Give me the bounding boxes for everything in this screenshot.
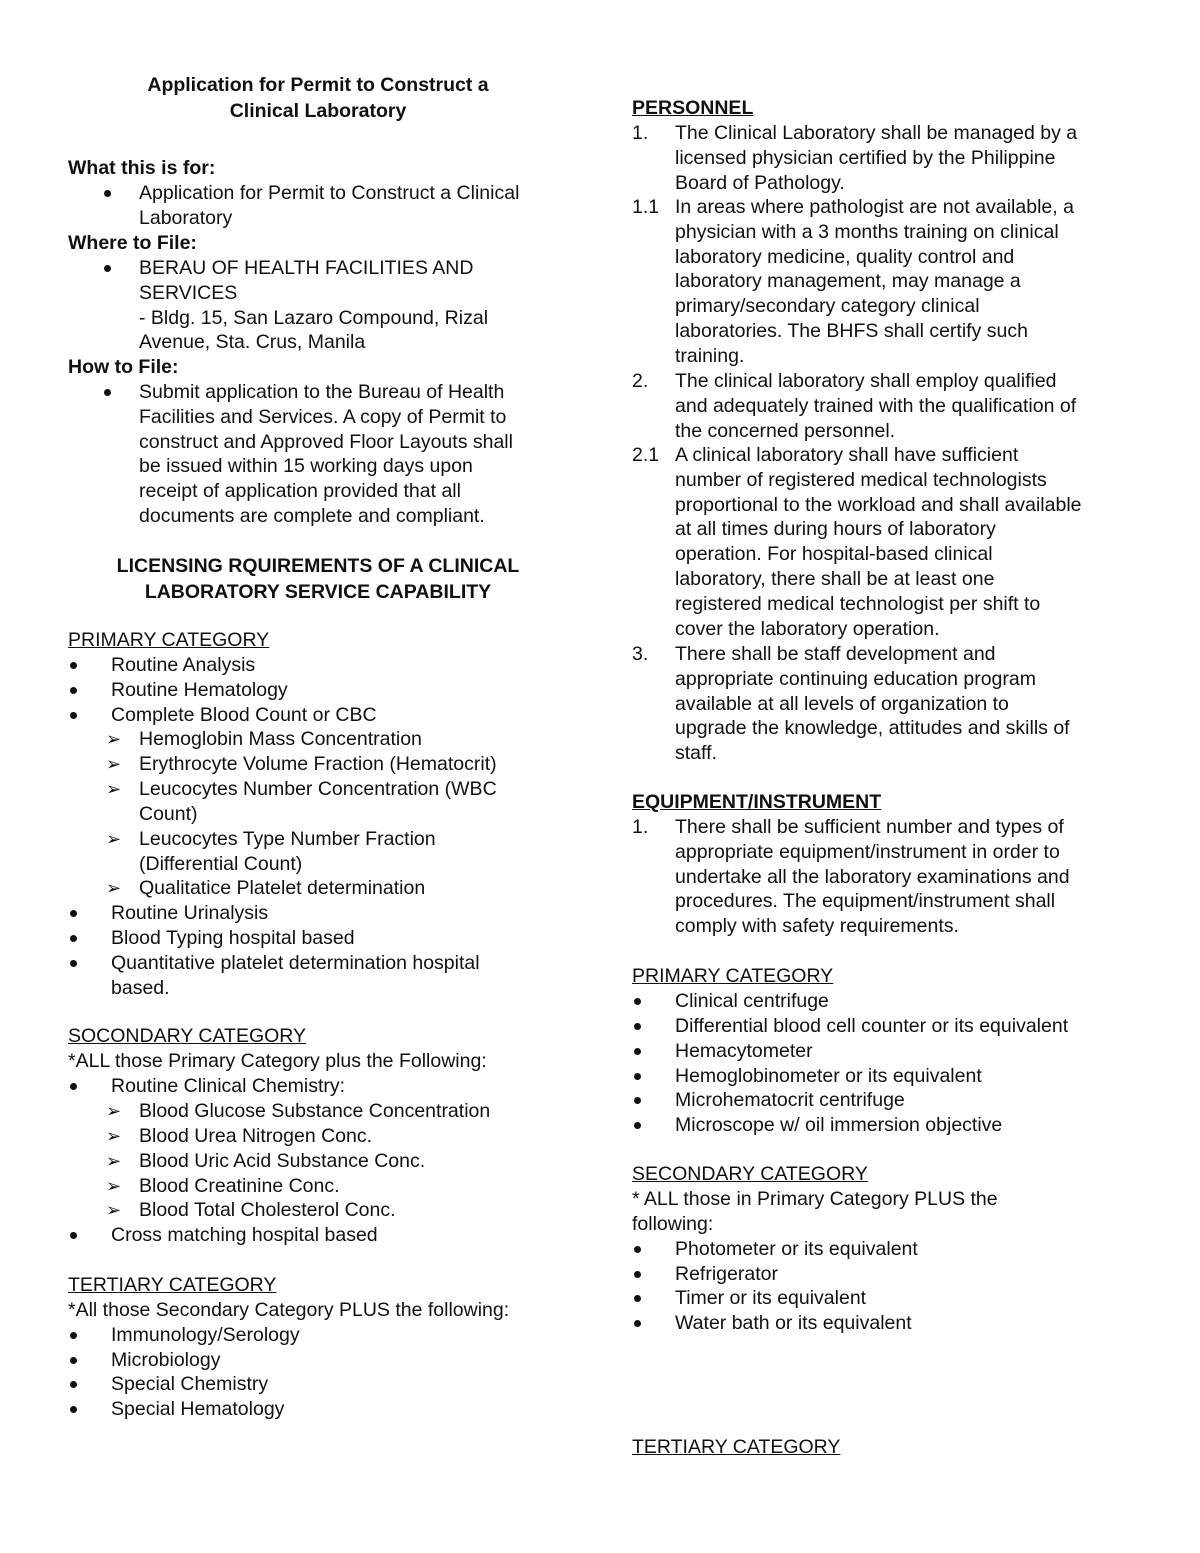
text-line: Facilities and Services. A copy of Permit to bbox=[139, 405, 507, 428]
item-text: Cross matching hospital based bbox=[111, 1224, 378, 1246]
text-line: following: bbox=[632, 1212, 714, 1235]
text-line: staff. bbox=[675, 742, 717, 765]
text-line: * ALL those in Primary Category PLUS the bbox=[632, 1188, 998, 1210]
arrow-bullet-icon: ➢ bbox=[106, 1151, 122, 1171]
bullet-icon bbox=[70, 687, 77, 694]
text-line: based. bbox=[111, 976, 170, 999]
title-line: LABORATORY SERVICE CAPABILITY bbox=[144, 581, 492, 603]
item-text: Routine Analysis bbox=[111, 654, 256, 676]
item-text: Complete Blood Count or CBC bbox=[111, 704, 377, 726]
text-line: operation. For hospital-based clinical bbox=[675, 543, 993, 566]
item-text: Microbiology bbox=[111, 1349, 221, 1371]
item-number: 3. bbox=[632, 643, 649, 665]
item-number: 2. bbox=[632, 370, 649, 392]
item-text: Routine Hematology bbox=[111, 679, 288, 701]
text-line: laboratory management, may manage a bbox=[675, 270, 1021, 293]
item-text: Clinical centrifuge bbox=[675, 990, 829, 1012]
tertiary-intro: *All those Secondary Category PLUS the following: bbox=[68, 1299, 510, 1321]
text-line: Count) bbox=[139, 802, 198, 825]
bullet-icon bbox=[634, 1023, 641, 1030]
bullet-icon bbox=[104, 190, 111, 197]
item-text: Immunology/Serology bbox=[111, 1324, 300, 1346]
text-line: (Differential Count) bbox=[139, 852, 303, 875]
text-line: BERAU OF HEALTH FACILITIES AND bbox=[139, 257, 474, 279]
how-label: How to File: bbox=[68, 356, 179, 378]
bullet-icon bbox=[634, 1073, 641, 1080]
text-line: Leucocytes Number Concentration (WBC bbox=[139, 778, 497, 800]
text-line: A clinical laboratory shall have sufficient bbox=[675, 444, 1019, 466]
where-label: Where to File: bbox=[68, 232, 197, 254]
text-line: cover the laboratory operation. bbox=[675, 617, 940, 640]
arrow-bullet-icon: ➢ bbox=[106, 754, 122, 774]
bullet-icon bbox=[104, 265, 111, 272]
arrow-bullet-icon: ➢ bbox=[106, 829, 122, 849]
bullet-icon bbox=[634, 1122, 641, 1129]
text-line: proportional to the workload and shall available bbox=[675, 493, 1082, 516]
equipment-primary-heading: PRIMARY CATEGORY bbox=[632, 965, 834, 987]
arrow-bullet-icon: ➢ bbox=[106, 1176, 122, 1196]
item-text: Routine Clinical Chemistry: bbox=[111, 1075, 346, 1097]
bullet-icon bbox=[70, 712, 77, 719]
text-line: construct and Approved Floor Layouts shall bbox=[139, 430, 513, 453]
item-text: Special Chemistry bbox=[111, 1373, 269, 1395]
item-text: Differential blood cell counter or its equivalent bbox=[675, 1015, 1069, 1037]
item-number: 1.1 bbox=[632, 196, 660, 218]
text-line: SERVICES bbox=[139, 281, 238, 304]
text-line: physician with a 3 months training on clinical bbox=[675, 220, 1059, 243]
arrow-bullet-icon: ➢ bbox=[106, 1200, 122, 1220]
text-line: training. bbox=[675, 344, 745, 367]
secondary-intro: *ALL those Primary Category plus the Following: bbox=[68, 1050, 487, 1072]
equipment-heading: EQUIPMENT/INSTRUMENT bbox=[632, 791, 882, 813]
secondary-category-heading: SOCONDARY CATEGORY bbox=[68, 1025, 307, 1047]
item-text: Photometer or its equivalent bbox=[675, 1238, 918, 1260]
bullet-icon bbox=[70, 935, 77, 942]
arrow-bullet-icon: ➢ bbox=[106, 729, 122, 749]
equipment-tertiary-heading: TERTIARY CATEGORY bbox=[632, 1436, 841, 1458]
item-number: 2.1 bbox=[632, 444, 660, 466]
text-line: upgrade the knowledge, attitudes and skills of bbox=[675, 717, 1070, 740]
item-text: Blood Glucose Substance Concentration bbox=[139, 1100, 491, 1122]
item-text: Timer or its equivalent bbox=[675, 1287, 867, 1309]
text-line: at all times during hours of laboratory bbox=[675, 518, 996, 541]
text-line: Board of Pathology. bbox=[675, 171, 845, 194]
item-text: Hemacytometer bbox=[675, 1040, 813, 1062]
arrow-bullet-icon: ➢ bbox=[106, 878, 122, 898]
bullet-icon bbox=[634, 1320, 641, 1327]
equipment-secondary-intro bbox=[632, 1187, 998, 1237]
item-text: Blood Creatinine Conc. bbox=[139, 1175, 340, 1197]
equipment-secondary-heading: SECONDARY CATEGORY bbox=[632, 1163, 868, 1185]
text-line: The Clinical Laboratory shall be managed by a bbox=[675, 122, 1078, 144]
text-line: number of registered medical technologists bbox=[675, 468, 1047, 491]
bullet-icon bbox=[634, 1097, 641, 1104]
tertiary-category-heading: TERTIARY CATEGORY bbox=[68, 1274, 277, 1296]
item-text: Routine Urinalysis bbox=[111, 902, 269, 924]
item-text: Blood Typing hospital based bbox=[111, 927, 355, 949]
bullet-icon bbox=[70, 960, 77, 967]
primary-category-heading: PRIMARY CATEGORY bbox=[68, 629, 270, 651]
text-line: laboratory medicine, quality control and bbox=[675, 245, 1015, 268]
text-line: receipt of application provided that all bbox=[139, 480, 461, 503]
text-line: Leucocytes Type Number Fraction bbox=[139, 828, 436, 850]
bullet-icon bbox=[70, 1406, 77, 1413]
text-line: primary/secondary category clinical bbox=[675, 295, 980, 318]
bullet-icon bbox=[70, 1332, 77, 1339]
bullet-icon bbox=[70, 1232, 77, 1239]
text-line: Quantitative platelet determination hospital bbox=[111, 952, 480, 974]
bullet-icon bbox=[70, 1357, 77, 1364]
text-line: Laboratory bbox=[139, 206, 233, 229]
item-text: Refrigerator bbox=[675, 1263, 778, 1285]
bullet-icon bbox=[634, 1271, 641, 1278]
item-text: Blood Urea Nitrogen Conc. bbox=[139, 1125, 373, 1147]
item-text: Qualitatice Platelet determination bbox=[139, 877, 426, 899]
text-line: registered medical technologist per shift to bbox=[675, 592, 1041, 615]
item-text: Special Hematology bbox=[111, 1398, 285, 1420]
text-line: comply with safety requirements. bbox=[675, 915, 959, 938]
text-line: available at all levels of organization to bbox=[675, 692, 1009, 715]
text-line: Avenue, Sta. Crus, Manila bbox=[139, 331, 366, 354]
text-line: appropriate continuing education program bbox=[675, 667, 1036, 690]
bullet-icon bbox=[104, 389, 111, 396]
text-line: licensed physician certified by the Philippine bbox=[675, 146, 1056, 169]
title-line: Clinical Laboratory bbox=[229, 100, 407, 122]
item-number: 1. bbox=[632, 122, 649, 144]
item-text: Hemoglobin Mass Concentration bbox=[139, 728, 422, 750]
text-line: In areas where pathologist are not available, a bbox=[675, 196, 1074, 218]
arrow-bullet-icon: ➢ bbox=[106, 1126, 122, 1146]
text-line: appropriate equipment/instrument in order to bbox=[675, 840, 1060, 863]
item-text: Erythrocyte Volume Fraction (Hematocrit) bbox=[139, 753, 497, 775]
bullet-icon bbox=[634, 998, 641, 1005]
item-number: 1. bbox=[632, 816, 649, 838]
bullet-icon bbox=[70, 1083, 77, 1090]
text-line: laboratories. The BHFS shall certify such bbox=[675, 319, 1028, 342]
item-text: Hemoglobinometer or its equivalent bbox=[675, 1065, 982, 1087]
licensing-title bbox=[68, 553, 568, 605]
text-line: documents are complete and compliant. bbox=[139, 504, 485, 527]
text-line: laboratory, there shall be at least one bbox=[675, 567, 995, 590]
text-line: be issued within 15 working days upon bbox=[139, 455, 473, 478]
bullet-icon bbox=[634, 1048, 641, 1055]
text-line: There shall be sufficient number and types of bbox=[675, 816, 1064, 838]
text-line: Application for Permit to Construct a Clinical bbox=[139, 182, 520, 204]
text-line: the concerned personnel. bbox=[675, 419, 896, 442]
arrow-bullet-icon: ➢ bbox=[106, 779, 122, 799]
personnel-heading: PERSONNEL bbox=[632, 97, 754, 119]
text-line: procedures. The equipment/instrument shall bbox=[675, 890, 1056, 913]
title-line: LICENSING RQUIREMENTS OF A CLINICAL bbox=[116, 555, 520, 577]
bullet-icon bbox=[70, 1381, 77, 1388]
text-line: and adequately trained with the qualification of bbox=[675, 394, 1077, 417]
what-label: What this is for: bbox=[68, 157, 216, 179]
bullet-icon bbox=[634, 1295, 641, 1302]
item-text: Water bath or its equivalent bbox=[675, 1312, 912, 1334]
bullet-icon bbox=[634, 1246, 641, 1253]
text-line: Submit application to the Bureau of Health bbox=[139, 381, 505, 403]
item-text: Microhematocrit centrifuge bbox=[675, 1089, 905, 1111]
bullet-icon bbox=[70, 662, 77, 669]
text-line: undertake all the laboratory examinations and bbox=[675, 865, 1070, 888]
arrow-bullet-icon: ➢ bbox=[106, 1101, 122, 1121]
text-line: - Bldg. 15, San Lazaro Compound, Rizal bbox=[139, 306, 489, 329]
document-title bbox=[68, 72, 568, 124]
text-line: The clinical laboratory shall employ qualified bbox=[675, 370, 1057, 392]
bullet-icon bbox=[70, 910, 77, 917]
text-line: There shall be staff development and bbox=[675, 643, 996, 665]
item-text: Blood Uric Acid Substance Conc. bbox=[139, 1150, 426, 1172]
title-line: Application for Permit to Construct a bbox=[147, 74, 489, 96]
item-text: Microscope w/ oil immersion objective bbox=[675, 1114, 1003, 1136]
item-text: Blood Total Cholesterol Conc. bbox=[139, 1199, 396, 1221]
